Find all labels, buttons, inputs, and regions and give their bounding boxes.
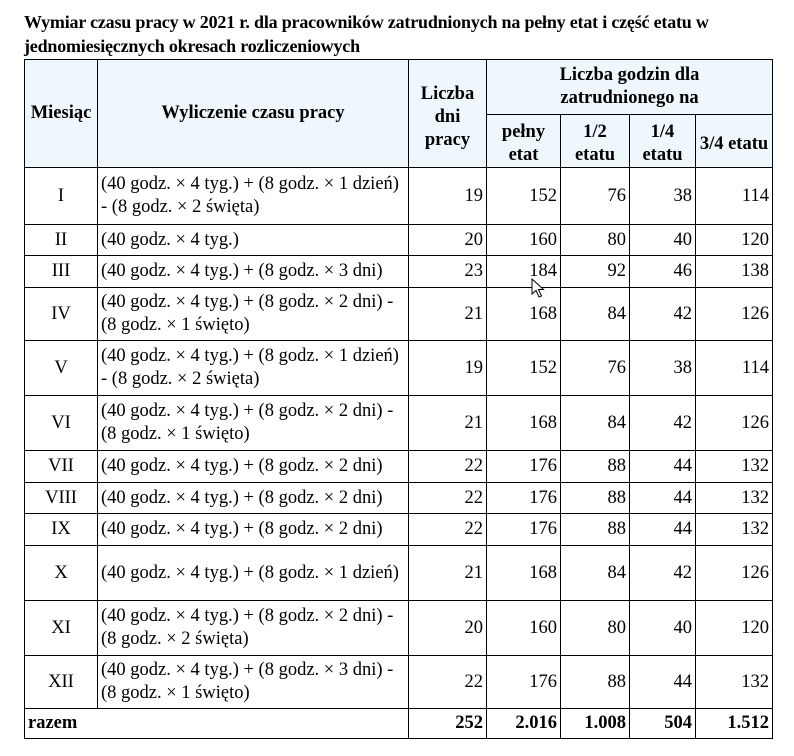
header-hours-group: Liczba godzin dla zatrudnionego na	[487, 60, 773, 115]
cell-half: 84	[561, 288, 630, 341]
cell-three-quarter: 120	[696, 225, 773, 256]
total-label: razem	[25, 709, 409, 739]
cell-three-quarter: 126	[696, 546, 773, 601]
cell-calc: (40 godz. × 4 tyg.) + (8 godz. × 2 dni)	[98, 451, 409, 483]
cell-three-quarter: 132	[696, 451, 773, 483]
cell-days: 20	[409, 601, 487, 656]
table-row	[25, 514, 773, 546]
header-days: Liczba dni pracy	[409, 60, 487, 168]
header-half: 1/2 etatu	[561, 115, 630, 168]
cell-half: 84	[561, 396, 630, 451]
header-calc: Wyliczenie czasu pracy	[98, 60, 409, 168]
cell-three-quarter: 120	[696, 601, 773, 656]
cell-full: 168	[487, 396, 561, 451]
table-row	[25, 451, 773, 483]
cell-month: I	[25, 168, 98, 225]
cell-half: 76	[561, 341, 630, 396]
cell-quarter: 42	[630, 396, 696, 451]
header-quarter: 1/4 etatu	[630, 115, 696, 168]
table-row	[25, 225, 773, 256]
header-three-quarter: 3/4 etatu	[696, 115, 773, 168]
cell-month: IX	[25, 514, 98, 546]
cell-half: 80	[561, 225, 630, 256]
cell-calc: (40 godz. × 4 tyg.)	[98, 225, 409, 256]
cell-three-quarter: 138	[696, 256, 773, 288]
cell-full: 168	[487, 546, 561, 601]
cell-days: 19	[409, 168, 487, 225]
cell-quarter: 44	[630, 483, 696, 514]
cell-calc: (40 godz. × 4 tyg.) + (8 godz. × 2 dni)	[98, 514, 409, 546]
cell-full: 160	[487, 225, 561, 256]
total-half: 1.008	[561, 709, 630, 739]
cell-calc: (40 godz. × 4 tyg.) + (8 godz. × 2 dni) - (8 godz. × 2 święta)	[98, 601, 409, 656]
cell-month: XI	[25, 601, 98, 656]
cell-quarter: 40	[630, 601, 696, 656]
table-row	[25, 288, 773, 341]
cell-quarter: 42	[630, 546, 696, 601]
cell-month: XII	[25, 656, 98, 709]
cell-days: 22	[409, 483, 487, 514]
cell-half: 88	[561, 514, 630, 546]
cell-days: 20	[409, 225, 487, 256]
cell-three-quarter: 126	[696, 396, 773, 451]
cell-month: II	[25, 225, 98, 256]
cell-days: 22	[409, 451, 487, 483]
cell-month: VIII	[25, 483, 98, 514]
cell-month: VII	[25, 451, 98, 483]
cell-full: 152	[487, 168, 561, 225]
cell-days: 21	[409, 288, 487, 341]
table-row	[25, 168, 773, 225]
table-row	[25, 656, 773, 709]
cell-full: 176	[487, 483, 561, 514]
header-full: pełny etat	[487, 115, 561, 168]
cell-quarter: 44	[630, 451, 696, 483]
cell-half: 84	[561, 546, 630, 601]
cell-three-quarter: 132	[696, 514, 773, 546]
cell-days: 23	[409, 256, 487, 288]
total-quarter: 504	[630, 709, 696, 739]
cell-calc: (40 godz. × 4 tyg.) + (8 godz. × 1 dzień) - (8 godz. × 2 święta)	[98, 341, 409, 396]
cell-full: 184	[487, 256, 561, 288]
cell-three-quarter: 132	[696, 483, 773, 514]
cell-calc: (40 godz. × 4 tyg.) + (8 godz. × 1 dzień)	[98, 546, 409, 601]
cell-days: 22	[409, 514, 487, 546]
cell-days: 21	[409, 546, 487, 601]
cell-month: V	[25, 341, 98, 396]
cell-full: 176	[487, 656, 561, 709]
cell-calc: (40 godz. × 4 tyg.) + (8 godz. × 1 dzień) - (8 godz. × 2 święta)	[98, 168, 409, 225]
cell-quarter: 44	[630, 656, 696, 709]
cell-calc: (40 godz. × 4 tyg.) + (8 godz. × 3 dni) - (8 godz. × 1 święto)	[98, 656, 409, 709]
cell-quarter: 38	[630, 168, 696, 225]
table-row	[25, 396, 773, 451]
total-three-quarter: 1.512	[696, 709, 773, 739]
cell-quarter: 44	[630, 514, 696, 546]
cell-calc: (40 godz. × 4 tyg.) + (8 godz. × 3 dni)	[98, 256, 409, 288]
cell-month: X	[25, 546, 98, 601]
cell-half: 88	[561, 483, 630, 514]
cell-month: III	[25, 256, 98, 288]
cell-half: 80	[561, 601, 630, 656]
cell-half: 88	[561, 656, 630, 709]
total-full: 2.016	[487, 709, 561, 739]
cell-days: 22	[409, 656, 487, 709]
work-time-table	[24, 59, 773, 739]
cell-full: 176	[487, 451, 561, 483]
cell-three-quarter: 126	[696, 288, 773, 341]
cell-three-quarter: 114	[696, 341, 773, 396]
cell-full: 176	[487, 514, 561, 546]
total-row	[25, 709, 773, 739]
cell-month: IV	[25, 288, 98, 341]
cell-full: 152	[487, 341, 561, 396]
cell-quarter: 46	[630, 256, 696, 288]
cell-half: 92	[561, 256, 630, 288]
cell-days: 19	[409, 341, 487, 396]
cell-days: 21	[409, 396, 487, 451]
cell-full: 160	[487, 601, 561, 656]
table-row	[25, 601, 773, 656]
cell-calc: (40 godz. × 4 tyg.) + (8 godz. × 2 dni) - (8 godz. × 1 święto)	[98, 396, 409, 451]
table-row	[25, 341, 773, 396]
table-title: Wymiar czasu pracy w 2021 r. dla pracowników zatrudnionych na pełny etat i część etatu w jednomiesięcznych okresach rozliczeniowych	[24, 12, 709, 56]
total-days: 252	[409, 709, 487, 739]
cell-quarter: 42	[630, 288, 696, 341]
cell-full: 168	[487, 288, 561, 341]
mouse-cursor-icon	[531, 278, 545, 298]
cell-half: 76	[561, 168, 630, 225]
cell-half: 88	[561, 451, 630, 483]
header-month: Miesiąc	[25, 60, 98, 168]
cell-quarter: 38	[630, 341, 696, 396]
table-row	[25, 483, 773, 514]
cell-calc: (40 godz. × 4 tyg.) + (8 godz. × 2 dni) - (8 godz. × 1 święto)	[98, 288, 409, 341]
cell-three-quarter: 132	[696, 656, 773, 709]
table-row	[25, 546, 773, 601]
cell-calc: (40 godz. × 4 tyg.) + (8 godz. × 2 dni)	[98, 483, 409, 514]
cell-three-quarter: 114	[696, 168, 773, 225]
table-row	[25, 256, 773, 288]
cell-month: VI	[25, 396, 98, 451]
cell-quarter: 40	[630, 225, 696, 256]
